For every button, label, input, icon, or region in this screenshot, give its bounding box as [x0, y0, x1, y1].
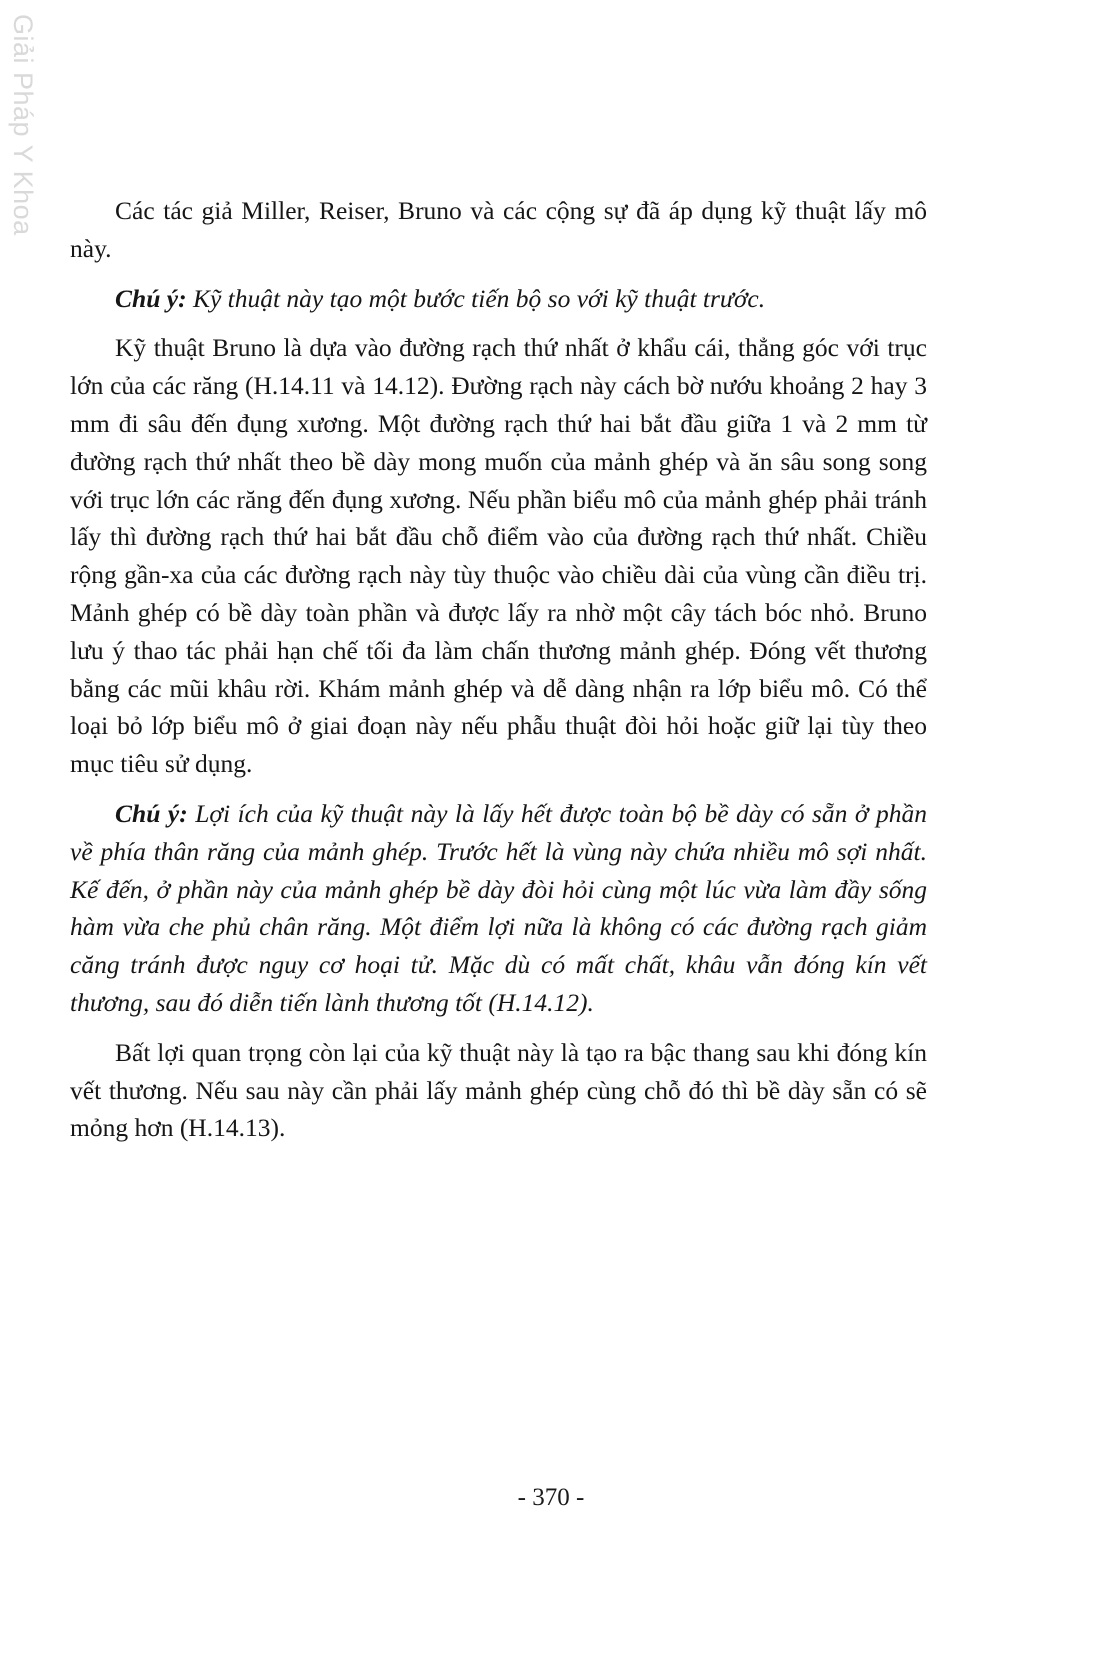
paragraph-disadvantage: Bất lợi quan trọng còn lại của kỹ thuật này là tạo ra bậc thang sau khi đóng kín vết thương. Nếu sau này cần phải lấy mảnh ghép cùng chỗ đó thì bề dày sẵn có sẽ mỏng hơn (H.14.13).	[70, 1037, 927, 1143]
paragraph-bruno-technique: Kỹ thuật Bruno là dựa vào đường rạch thứ nhất ở khẩu cái, thẳng góc với trục lớn của các răng (H.14.11 và 14.12). Đường rạch này cách bờ nướu khoảng 2 hay 3 mm đi sâu đến đụng xương. Một đường rạch thứ hai bắt đầu giữa 1 và 2 mm từ đường rạch thứ nhất theo bề dày mong muốn của mảnh ghép và ăn sâu song song với trục lớn các răng đến đụng xương. Nếu phần biểu mô của mảnh ghép phải tránh lấy thì đường rạch thứ hai bắt đầu chỗ điểm vào của đường rạch thứ nhất. Chiều rộng gần-xa của các đường rạch này tùy thuộc vào chiều dài của vùng cần điều trị. Mảnh ghép có bề dày toàn phần và được lấy ra nhờ một cây tách bóc nhỏ. Bruno lưu ý thao tác phải hạn chế tối đa làm chấn thương mảnh ghép. Đóng vết thương bằng các mũi khâu rời. Khám mảnh ghép và dễ dàng nhận ra lớp biểu mô. Có thể loại bỏ lớp biểu mô ở giai đoạn này nếu phẫu thuật đòi hỏi hoặc giữ lại tùy theo mục tiêu sử dụng.	[70, 333, 927, 779]
note-paragraph-2	[70, 795, 927, 1022]
watermark: Giải Pháp Y Khoa	[8, 14, 38, 236]
document-body	[70, 192, 927, 1147]
note-text: Lợi ích của kỹ thuật này là lấy hết được toàn bộ bề dày có sẵn ở phần về phía thân răng của mảnh ghép. Trước hết là vùng này chứa nhiều mô sợi nhất. Kế đến, ở phần này của mảnh ghép bề dày đòi hỏi cùng một lúc vừa làm đầy sống hàm vừa che phủ chân răng. Một điểm lợi nữa là không có các đường rạch giảm căng tránh được nguy cơ hoại tử. Mặc dù có mất chất, khâu vẫn đóng kín vết thương, sau đó diễn tiến lành thương tốt (H.14.12).	[70, 798, 927, 1017]
page-number: - 370 -	[517, 1484, 585, 1511]
paragraph-authors: Các tác giả Miller, Reiser, Bruno và các cộng sự đã áp dụng kỹ thuật lấy mô này.	[70, 196, 927, 263]
note-label: Chú ý:	[115, 798, 188, 828]
note-paragraph-1	[70, 280, 927, 318]
note-text: Kỹ thuật này tạo một bước tiến bộ so với kỹ thuật trước.	[186, 283, 766, 313]
note-label: Chú ý:	[115, 283, 187, 313]
